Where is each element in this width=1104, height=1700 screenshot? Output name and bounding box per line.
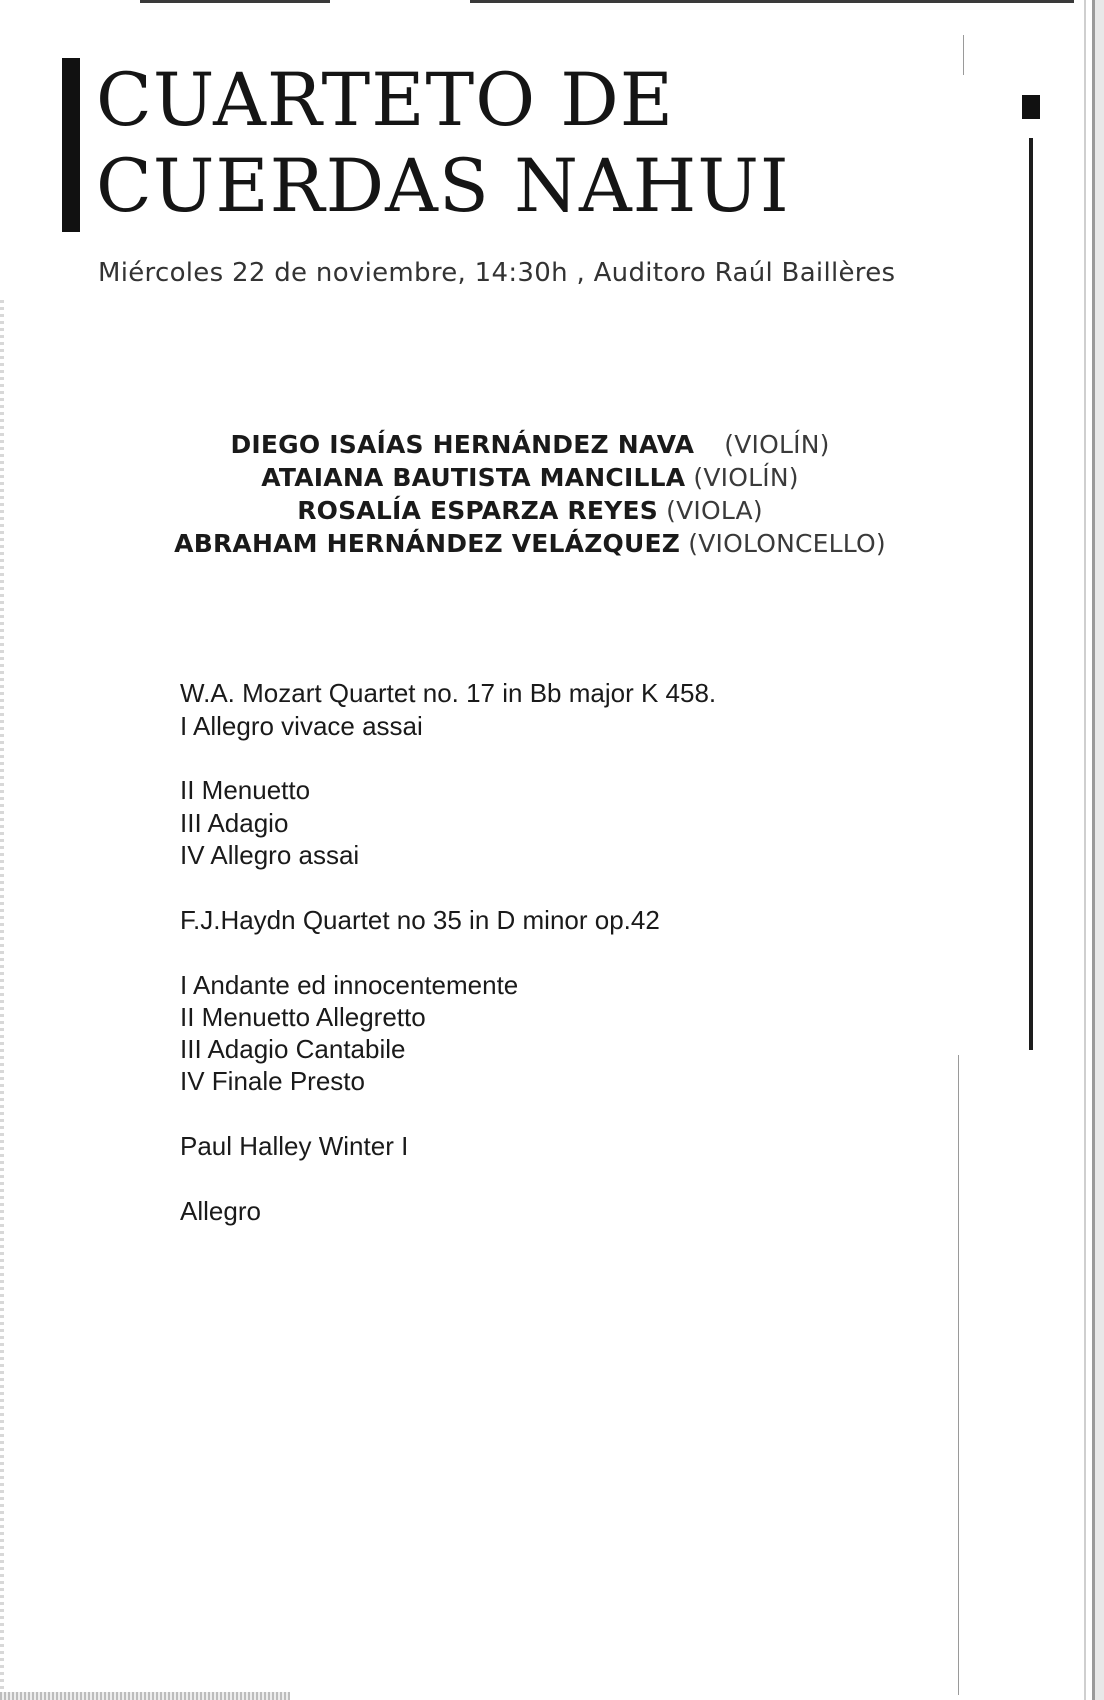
movement-item: I Andante ed innocentemente: [180, 970, 519, 1000]
scan-top-edge: [0, 0, 1104, 3]
musician-role: (VIOLA): [666, 496, 763, 525]
movement-item: IV Finale Presto: [180, 1066, 365, 1096]
musician-entry: [80, 461, 980, 494]
piece-heading-mozart: W.A. Mozart Quartet no. 17 in Bb major K 458.: [180, 678, 717, 708]
musician-entry: [80, 494, 980, 527]
musician-name: DIEGO ISAÍAS HERNÁNDEZ NAVA: [230, 430, 695, 459]
movement-item: III Adagio: [180, 808, 289, 838]
musician-role: (VIOLONCELLO): [688, 529, 886, 558]
decorative-vertical-line: [1029, 138, 1033, 1050]
scan-mark-top: [963, 35, 964, 75]
musician-name: ROSALÍA ESPARZA REYES: [297, 496, 658, 525]
event-date-venue: Miércoles 22 de noviembre, 14:30h , Auditoro Raúl Baillères: [98, 258, 896, 288]
movement-item: Allegro: [180, 1196, 261, 1226]
movement-item: II Menuetto: [180, 775, 311, 805]
musician-entry: [80, 527, 980, 560]
movement-item: IV Allegro assai: [180, 840, 360, 870]
decorative-square: [1022, 95, 1040, 119]
musician-list: [80, 428, 980, 560]
musician-entry: [80, 428, 980, 461]
page-title: [96, 58, 790, 230]
musician-name: ABRAHAM HERNÁNDEZ VELÁZQUEZ: [174, 529, 681, 558]
scan-bottom-edge: [0, 1692, 290, 1700]
title-line-1: CUARTETO DE: [96, 58, 675, 143]
piece-heading-halley: Paul Halley Winter I: [180, 1131, 409, 1161]
scan-mark-bottom: [958, 1055, 959, 1695]
musician-name: ATAIANA BAUTISTA MANCILLA: [261, 463, 686, 492]
movement-item: II Menuetto Allegretto: [180, 1002, 426, 1032]
title-line-2: CUERDAS NAHUI: [96, 144, 790, 229]
scan-left-edge: [0, 300, 4, 1700]
movement-item: III Adagio Cantabile: [180, 1034, 406, 1064]
piece-heading-haydn: F.J.Haydn Quartet no 35 in D minor op.42: [180, 905, 660, 935]
scan-right-edge: [1074, 0, 1104, 1700]
title-accent-bar: [62, 58, 80, 232]
movement-item: I Allegro vivace assai: [180, 711, 423, 741]
musician-role: (VIOLÍN): [693, 463, 799, 492]
musician-role: (VIOLÍN): [724, 430, 830, 459]
